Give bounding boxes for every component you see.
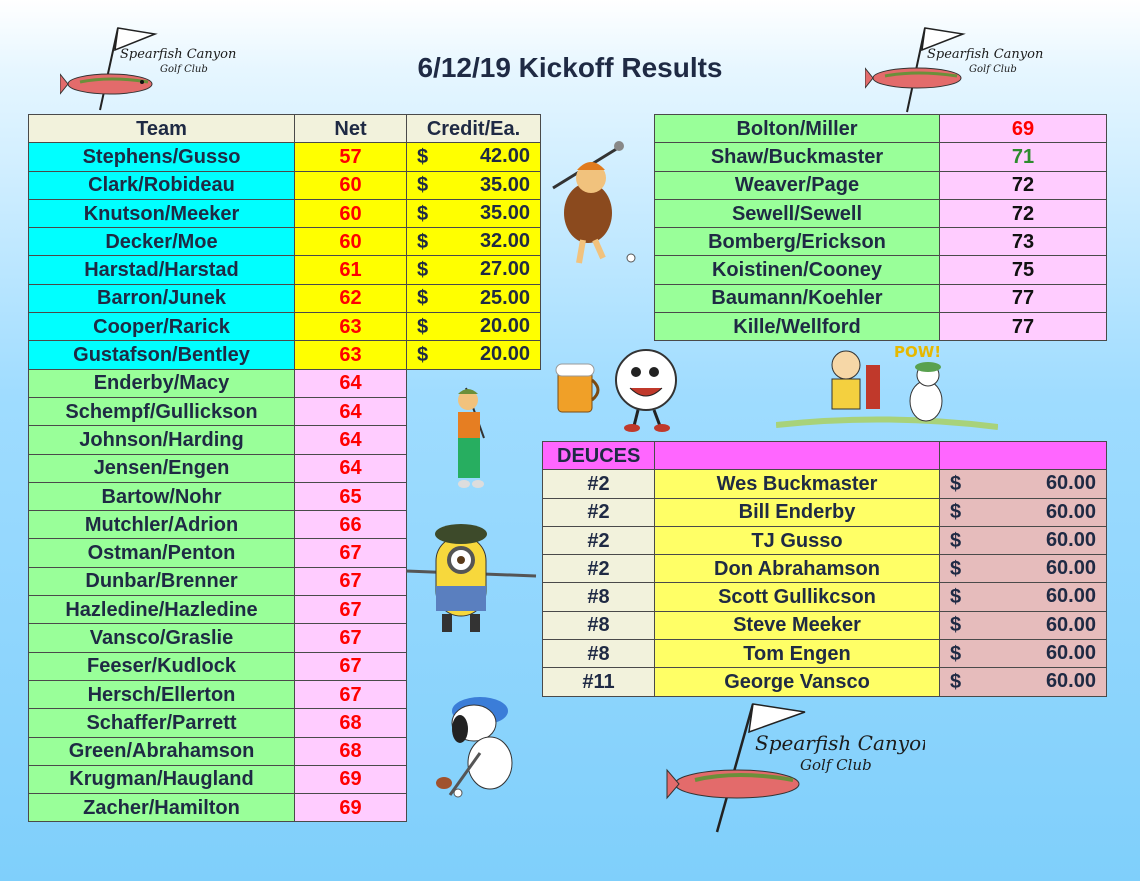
net-score: 72 [940,199,1107,227]
logo-line2: Golf Club [969,64,1017,75]
pow-text: POW! [894,343,942,361]
club-logo-icon [665,700,925,835]
prize-value: 60.00 [1045,557,1096,580]
credit-amount [407,341,541,369]
deuces-header: DEUCES [543,442,655,470]
team-name: Stephens/Gusso [29,143,295,171]
team-name: Bomberg/Erickson [655,228,940,256]
table-row [29,228,541,256]
team-name: Bolton/Miller [655,115,940,143]
credit-value: 27.00 [479,258,530,281]
golfer-cartoon-image [436,378,516,498]
prize-value: 60.00 [1045,670,1096,693]
prize-value: 60.00 [1045,642,1096,665]
net-score: 67 [295,596,407,624]
header-credit: Credit/Ea. [407,115,541,143]
logo-line1: Spearfish Canyon [927,47,1044,62]
club-logo-icon [60,20,240,115]
page-title: 6/12/19 Kickoff Results [417,52,723,83]
logo-top-right [865,22,1055,117]
player-name: Wes Buckmaster [655,470,940,498]
currency-symbol: $ [950,529,962,552]
net-score: 64 [295,369,407,397]
prize-value: 60.00 [1045,472,1096,495]
beer-golfball-image [548,344,713,434]
credit-value: 20.00 [479,343,530,366]
net-score: 64 [295,426,407,454]
table-row [655,284,1107,312]
prize-amount [940,470,1107,498]
net-score: 65 [295,482,407,510]
snoopy-golfer-icon [430,683,550,803]
player-name: Steve Meeker [655,611,940,639]
credit-amount [407,171,541,199]
golfer-cartoon-icon [436,378,516,498]
prize-amount [940,498,1107,526]
team-name: Hersch/Ellerton [29,680,295,708]
empty-cell [407,652,541,680]
credit-amount [407,228,541,256]
table-row [543,498,1107,526]
net-score: 69 [940,115,1107,143]
team-name: Knutson/Meeker [29,199,295,227]
logo-bottom [665,700,925,835]
team-name: Gustafson/Bentley [29,341,295,369]
net-score: 72 [940,171,1107,199]
caveman-golfer-icon [543,118,653,278]
net-score: 69 [295,765,407,793]
team-name: Green/Abrahamson [29,737,295,765]
table-row [29,341,541,369]
prize-amount [940,583,1107,611]
table-row [29,313,541,341]
player-name: Bill Enderby [655,498,940,526]
minion-golfer-icon [396,516,546,641]
net-score: 67 [295,567,407,595]
team-name: Johnson/Harding [29,426,295,454]
net-score: 63 [295,341,407,369]
table-row [655,228,1107,256]
beer-golfball-icon [548,344,713,434]
net-score: 68 [295,737,407,765]
team-name: Hazledine/Hazledine [29,596,295,624]
team-name: Harstad/Harstad [29,256,295,284]
team-name: Decker/Moe [29,228,295,256]
hole-number: #8 [543,640,655,668]
team-name: Mutchler/Adrion [29,511,295,539]
net-score: 67 [295,624,407,652]
table-row [655,171,1107,199]
team-name: Zacher/Hamilton [29,794,295,822]
net-score: 66 [295,511,407,539]
table-row [29,284,541,312]
team-name: Cooper/Rarick [29,313,295,341]
net-score: 63 [295,313,407,341]
team-name: Barron/Junek [29,284,295,312]
net-score: 61 [295,256,407,284]
net-score: 75 [940,256,1107,284]
prize-value: 60.00 [1045,528,1096,551]
credit-value: 32.00 [479,230,530,253]
currency-symbol: $ [950,472,962,495]
net-score: 67 [295,680,407,708]
player-name: Scott Gullikcson [655,583,940,611]
credit-value: 20.00 [479,315,530,338]
table-row [543,526,1107,554]
table-row [29,199,541,227]
prize-amount [940,611,1107,639]
currency-symbol: $ [417,145,429,168]
hole-number: #2 [543,498,655,526]
table-row [543,470,1107,498]
prize-amount [940,668,1107,696]
team-name: Feeser/Kudlock [29,652,295,680]
caveman-golfer-image [543,118,653,278]
currency-symbol: $ [950,586,962,609]
hole-number: #8 [543,611,655,639]
team-name: Kille/Wellford [655,313,940,341]
net-score: 60 [295,199,407,227]
net-score: 60 [295,171,407,199]
credit-amount [407,284,541,312]
team-name: Koistinen/Cooney [655,256,940,284]
currency-symbol: $ [950,671,962,694]
player-name: Don Abrahamson [655,555,940,583]
net-score: 60 [295,228,407,256]
table-row [655,199,1107,227]
net-score: 64 [295,397,407,425]
prize-value: 60.00 [1045,500,1096,523]
currency-symbol: $ [950,614,962,637]
team-name: Bartow/Nohr [29,482,295,510]
team-name: Weaver/Page [655,171,940,199]
prize-value: 60.00 [1045,585,1096,608]
more-results-table [654,114,1107,341]
team-name: Clark/Robideau [29,171,295,199]
minion-golfer-image [396,516,546,641]
net-score: 77 [940,284,1107,312]
table-row [543,611,1107,639]
credit-value: 35.00 [479,201,530,224]
prize-amount [940,640,1107,668]
table-row [29,171,541,199]
logo-line1: Spearfish Canyon [120,47,237,62]
table-row [29,652,541,680]
currency-symbol: $ [417,344,429,367]
team-name: Baumann/Koehler [655,284,940,312]
charlie-brown-snoopy-icon [776,335,998,435]
currency-symbol: $ [417,202,429,225]
net-score: 71 [940,143,1107,171]
deuces-header-row [543,442,1107,470]
prize-amount [940,555,1107,583]
logo-line2: Golf Club [160,64,208,75]
team-name: Schempf/Gullickson [29,397,295,425]
team-name: Dunbar/Brenner [29,567,295,595]
team-name: Sewell/Sewell [655,199,940,227]
header-team: Team [29,115,295,143]
net-score: 67 [295,652,407,680]
net-score: 62 [295,284,407,312]
net-score: 68 [295,709,407,737]
credit-amount [407,199,541,227]
team-name: Jensen/Engen [29,454,295,482]
hole-number: #2 [543,555,655,583]
currency-symbol: $ [950,501,962,524]
table-row [655,256,1107,284]
prize-value: 60.00 [1045,613,1096,636]
net-score: 64 [295,454,407,482]
team-name: Krugman/Haugland [29,765,295,793]
currency-symbol: $ [950,642,962,665]
hole-number: #2 [543,470,655,498]
player-name: Tom Engen [655,640,940,668]
table-row [29,256,541,284]
credit-amount [407,256,541,284]
credit-amount [407,313,541,341]
player-name: TJ Gusso [655,526,940,554]
player-name: George Vansco [655,668,940,696]
table-row [655,115,1107,143]
net-score: 73 [940,228,1107,256]
hole-number: #2 [543,526,655,554]
team-name: Ostman/Penton [29,539,295,567]
team-name: Shaw/Buckmaster [655,143,940,171]
net-score: 67 [295,539,407,567]
currency-symbol: $ [417,287,429,310]
table-row [543,668,1107,696]
snoopy-golfer-image [430,683,550,803]
team-name: Vansco/Graslie [29,624,295,652]
credit-value: 42.00 [479,145,530,168]
net-score: 57 [295,143,407,171]
hole-number: #11 [543,668,655,696]
credit-amount [407,143,541,171]
team-name: Enderby/Macy [29,369,295,397]
currency-symbol: $ [417,174,429,197]
credit-value: 35.00 [479,173,530,196]
logo-line2: Golf Club [800,756,872,774]
currency-symbol: $ [417,230,429,253]
table-row [655,143,1107,171]
empty-cell [655,442,940,470]
credit-value: 25.00 [479,286,530,309]
prize-amount [940,526,1107,554]
table-row [543,640,1107,668]
logo-top-left [60,20,240,115]
hole-number: #8 [543,583,655,611]
table-row [29,143,541,171]
currency-symbol: $ [417,259,429,282]
peanuts-pow-image [776,335,998,435]
net-score: 77 [940,313,1107,341]
team-name: Schaffer/Parrett [29,709,295,737]
logo-line1: Spearfish Canyon [755,731,925,755]
net-score: 69 [295,794,407,822]
table-row [543,583,1107,611]
club-logo-icon [865,22,1055,117]
header-net: Net [295,115,407,143]
empty-cell [940,442,1107,470]
currency-symbol: $ [417,315,429,338]
currency-symbol: $ [950,557,962,580]
table-row [543,555,1107,583]
deuces-table [542,441,1107,697]
